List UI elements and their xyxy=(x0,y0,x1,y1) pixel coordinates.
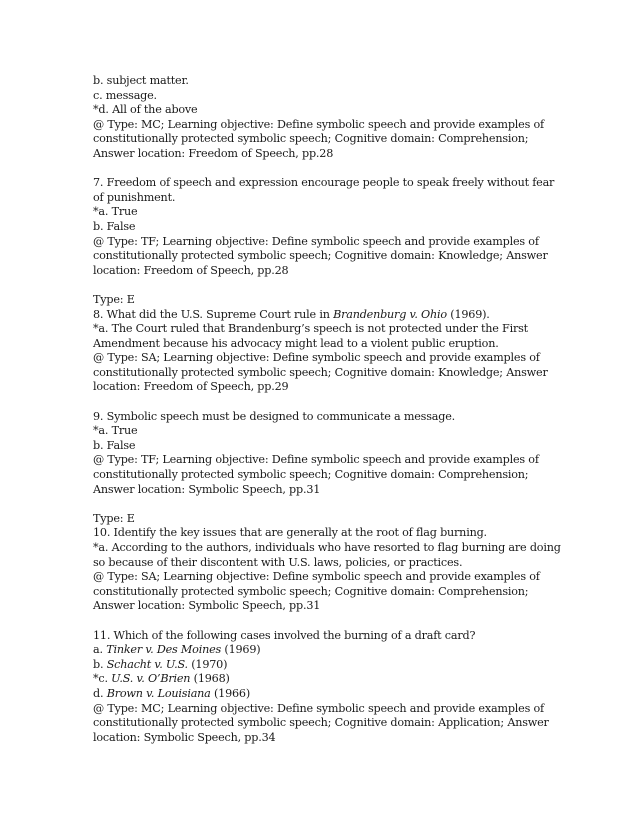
option-b xyxy=(93,658,553,673)
answer-text: *a. According to the authors, individuals who have resorted to flag burning are doing xyxy=(93,541,561,554)
option-prefix: a. xyxy=(93,643,107,657)
option-prefix: *c. xyxy=(93,672,112,686)
meta-line: constitutionally protected symbolic speech; Cognitive domain: Comprehension; xyxy=(93,468,529,482)
option-a-correct: *a. True xyxy=(93,205,138,219)
question-text-pre: 8. What did the U.S. Supreme Court rule in xyxy=(93,307,334,321)
question-type: Type: E xyxy=(93,511,135,525)
page-content xyxy=(93,74,561,745)
meta-line: @ Type: SA; Learning objective: Define symbolic speech and provide examples of xyxy=(93,351,540,365)
option-prefix: b. xyxy=(93,657,107,671)
meta-line: @ Type: TF; Learning objective: Define symbolic speech and provide examples of xyxy=(93,234,539,248)
case-name: Brandenburg v. Ohio xyxy=(333,307,447,321)
question-10 xyxy=(93,511,561,614)
question-9 xyxy=(93,410,553,498)
option-c-correct xyxy=(93,672,553,687)
answer-text: *a. The Court ruled that Brandenburg’s speech is not protected under the First xyxy=(93,322,528,336)
option-year: (1969) xyxy=(221,643,261,657)
meta-line: @ Type: SA; Learning objective: Define symbolic speech and provide examples of xyxy=(93,570,540,584)
option-year: (1968) xyxy=(190,672,230,686)
case-name: U.S. v. O’Brien xyxy=(111,672,191,686)
option-d xyxy=(93,687,553,702)
case-name: Schacht v. U.S. xyxy=(106,657,188,671)
option-b: b. False xyxy=(93,219,136,233)
option-b: b. False xyxy=(93,438,136,452)
meta-line: Answer location: Symbolic Speech, pp.31 xyxy=(93,482,321,496)
option-year: (1970) xyxy=(187,657,228,671)
case-name: Tinker v. Des Moines xyxy=(106,643,222,657)
question-7 xyxy=(93,176,553,278)
option-c: c. message. xyxy=(93,88,157,102)
question-text: 10. Identify the key issues that are generally at the root of flag burning. xyxy=(93,526,487,540)
question-text: of punishment. xyxy=(93,190,176,204)
option-year: (1966) xyxy=(210,686,251,700)
meta-line: @ Type: MC; Learning objective: Define symbolic speech and provide examples of xyxy=(93,701,544,715)
question-text xyxy=(93,308,553,323)
question-11 xyxy=(93,629,553,746)
meta-line: location: Symbolic Speech, pp.34 xyxy=(93,730,276,744)
case-name: Brown v. Louisiana xyxy=(106,686,211,700)
question-text: 9. Symbolic speech must be designed to communicate a message. xyxy=(93,409,455,423)
meta-line: @ Type: MC; Learning objective: Define symbolic speech and provide examples of xyxy=(93,117,544,131)
option-b: b. subject matter. xyxy=(93,74,189,87)
meta-line: constitutionally protected symbolic speech; Cognitive domain: Comprehension; xyxy=(93,132,529,146)
meta-line: @ Type: TF; Learning objective: Define symbolic speech and provide examples of xyxy=(93,453,539,467)
question-6-tail xyxy=(93,74,553,162)
answer-text: so because of their discontent with U.S. laws, policies, or practices. xyxy=(93,555,463,569)
question-text: 7. Freedom of speech and expression encourage people to speak freely without fear xyxy=(93,176,555,190)
question-type: Type: E xyxy=(93,292,135,306)
meta-line: constitutionally protected symbolic speech; Cognitive domain: Knowledge; Answer xyxy=(93,365,548,379)
meta-line: location: Freedom of Speech, pp.28 xyxy=(93,263,289,277)
meta-line: Answer location: Freedom of Speech, pp.28 xyxy=(93,146,334,160)
option-d-correct: *d. All of the above xyxy=(93,103,198,117)
option-a-correct: *a. True xyxy=(93,424,138,438)
question-text-post: (1969). xyxy=(446,307,490,321)
option-prefix: d. xyxy=(93,686,107,700)
question-8 xyxy=(93,293,553,395)
meta-line: Answer location: Symbolic Speech, pp.31 xyxy=(93,599,321,613)
question-text: 11. Which of the following cases involved the burning of a draft card? xyxy=(93,628,476,642)
answer-text: Amendment because his advocacy might lead to a violent public eruption. xyxy=(93,336,499,350)
meta-line: constitutionally protected symbolic speech; Cognitive domain: Application; Answer xyxy=(93,716,549,730)
meta-line: constitutionally protected symbolic speech; Cognitive domain: Knowledge; Answer xyxy=(93,249,548,263)
meta-line: constitutionally protected symbolic speech; Cognitive domain: Comprehension; xyxy=(93,584,529,598)
meta-line: location: Freedom of Speech, pp.29 xyxy=(93,380,289,394)
option-a xyxy=(93,643,553,658)
